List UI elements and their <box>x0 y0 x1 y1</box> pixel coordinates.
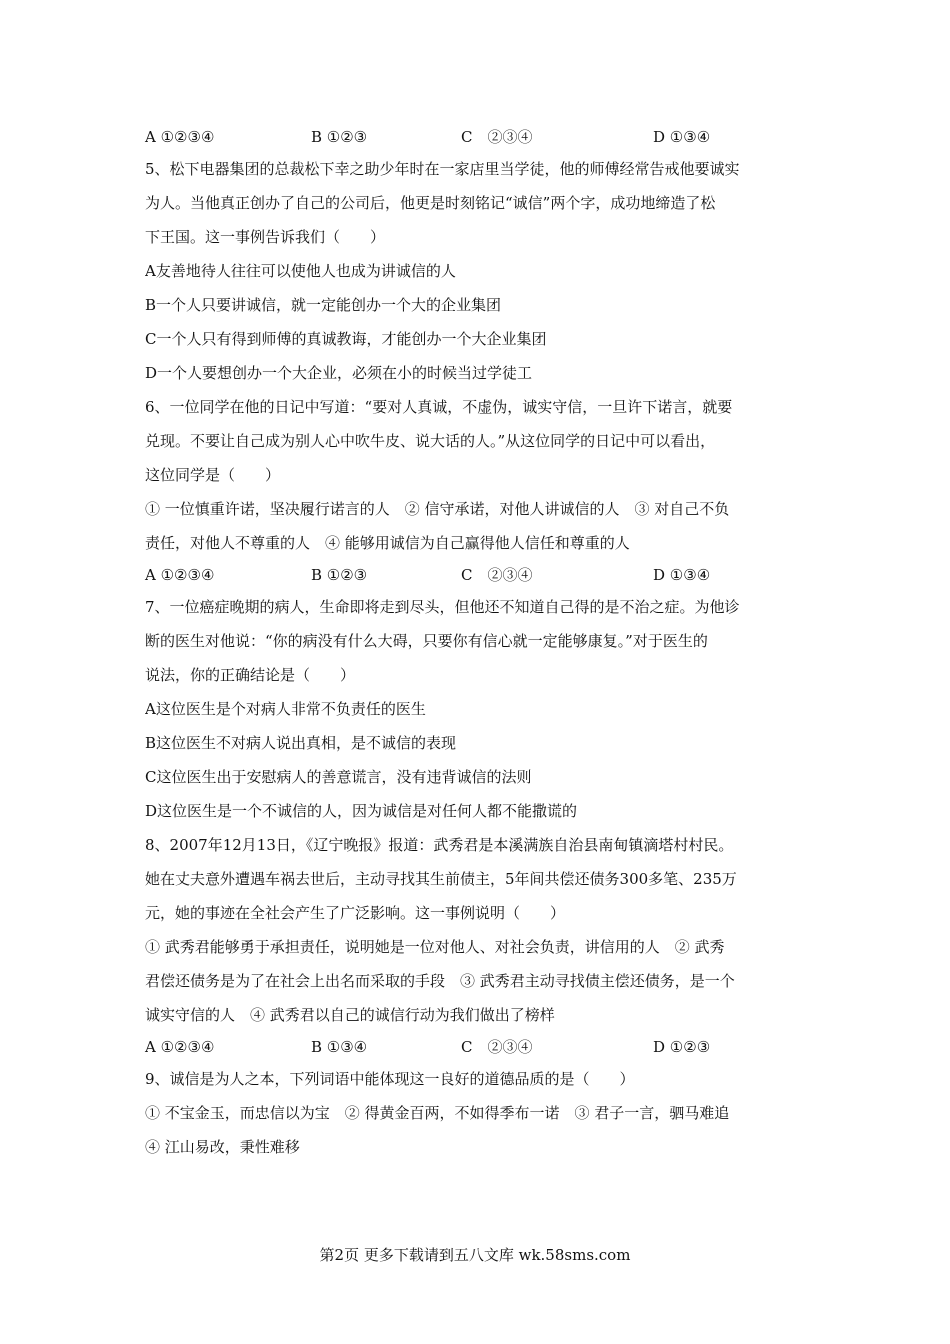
choice-b: B一个人只要讲诚信，就一定能创办一个大的企业集团 <box>145 296 502 314</box>
option-a: A ①②③④ <box>145 1038 215 1056</box>
choice-a: A这位医生是个对病人非常不负责任的医生 <box>145 700 426 718</box>
question-stem-line: 这位同学是（ ） <box>145 466 281 484</box>
choice-c: C一个人只有得到师傅的真诚教诲，才能创办一个大企业集团 <box>145 330 547 348</box>
choice-a: A友善地待人往往可以使他人也成为讲诚信的人 <box>145 262 456 280</box>
q6-options <box>145 560 810 590</box>
option-d: D ①③④ <box>653 566 711 584</box>
option-a: A ①②③④ <box>145 566 215 584</box>
q4-options <box>145 122 810 152</box>
option-b: B ①②③ <box>311 566 368 584</box>
question-stem-line: 8、2007年12月13日，《辽宁晚报》报道：武秀君是本溪满族自治县南甸镇滴塔村村民。 <box>145 836 734 854</box>
question-8 <box>145 828 810 1062</box>
page-footer: 第2页 更多下载请到五八文库 wk.58sms.com <box>319 1246 631 1264</box>
option-b: B ①②③ <box>311 128 368 146</box>
option-c: C ②③④ <box>461 566 533 584</box>
statement-line: 责任，对他人不尊重的人 ④ 能够用诚信为自己赢得他人信任和尊重的人 <box>145 534 630 552</box>
question-stem-line: 她在丈夫意外遭遇车祸去世后，主动寻找其生前债主，5年间共偿还债务300多笔、235万 <box>145 870 737 888</box>
question-stem-line: 断的医生对他说：“你的病没有什么大碍，只要你有信心就一定能够康复。”对于医生的 <box>145 632 708 650</box>
question-stem-line: 5、松下电器集团的总裁松下幸之助少年时在一家店里当学徒，他的师傅经常告戒他要诚实 <box>145 160 740 178</box>
statement-line: 诚实守信的人 ④ 武秀君以自己的诚信行动为我们做出了榜样 <box>145 1006 555 1024</box>
option-a: A ①②③④ <box>145 128 215 146</box>
statement-line: 君偿还债务是为了在社会上出名而采取的手段 ③ 武秀君主动寻找债主偿还债务，是一个 <box>145 972 735 990</box>
question-stem-line: 下王国。这一事例告诉我们（ ） <box>145 228 386 246</box>
statement-line: ① 武秀君能够勇于承担责任，说明她是一位对他人、对社会负责，讲信用的人 ② 武秀 <box>145 938 725 956</box>
question-stem-line: 7、一位癌症晚期的病人，生命即将走到尽头，但他还不知道自己得的是不治之症。为他诊 <box>145 598 740 616</box>
option-b: B ①③④ <box>311 1038 368 1056</box>
statement-line: ① 一位慎重许诺，坚决履行诺言的人 ② 信守承诺，对他人讲诚信的人 ③ 对自己不负 <box>145 500 730 518</box>
option-c: C ②③④ <box>461 128 533 146</box>
choice-d: D一个人要想创办一个大企业，必须在小的时候当过学徒工 <box>145 364 533 382</box>
question-stem-line: 元，她的事迹在全社会产生了广泛影响。这一事例说明（ ） <box>145 904 566 922</box>
question-9 <box>145 1062 810 1164</box>
question-stem-line: 说法，你的正确结论是（ ） <box>145 666 356 684</box>
statement-line: ① 不宝金玉，而忠信以为宝 ② 得黄金百两，不如得季布一诺 ③ 君子一言，驷马难追 <box>145 1104 730 1122</box>
statement-line: ④ 江山易改，秉性难移 <box>145 1138 300 1156</box>
question-6 <box>145 390 810 590</box>
question-stem-line: 兑现。不要让自己成为别人心中吹牛皮、说大话的人。”从这位同学的日记中可以看出， <box>145 432 716 450</box>
q8-options <box>145 1032 810 1062</box>
option-d: D ①③④ <box>653 128 711 146</box>
question-stem-line: 6、一位同学在他的日记中写道：“要对人真诚，不虚伪，诚实守信，一旦许下诺言，就要 <box>145 398 733 416</box>
choice-b: B这位医生不对病人说出真相，是不诚信的表现 <box>145 734 457 752</box>
option-d: D ①②③ <box>653 1038 711 1056</box>
question-7 <box>145 590 810 828</box>
option-c: C ②③④ <box>461 1038 533 1056</box>
question-stem-line: 为人。当他真正创办了自己的公司后，他更是时刻铭记“诚信”两个字，成功地缔造了松 <box>145 194 716 212</box>
question-5 <box>145 152 810 390</box>
page-content <box>145 122 810 1164</box>
choice-c: C这位医生出于安慰病人的善意谎言，没有违背诚信的法则 <box>145 768 532 786</box>
choice-d: D这位医生是一个不诚信的人，因为诚信是对任何人都不能撒谎的 <box>145 802 578 820</box>
question-stem-line: 9、诚信是为人之本，下列词语中能体现这一良好的道德品质的是（ ） <box>145 1070 635 1088</box>
